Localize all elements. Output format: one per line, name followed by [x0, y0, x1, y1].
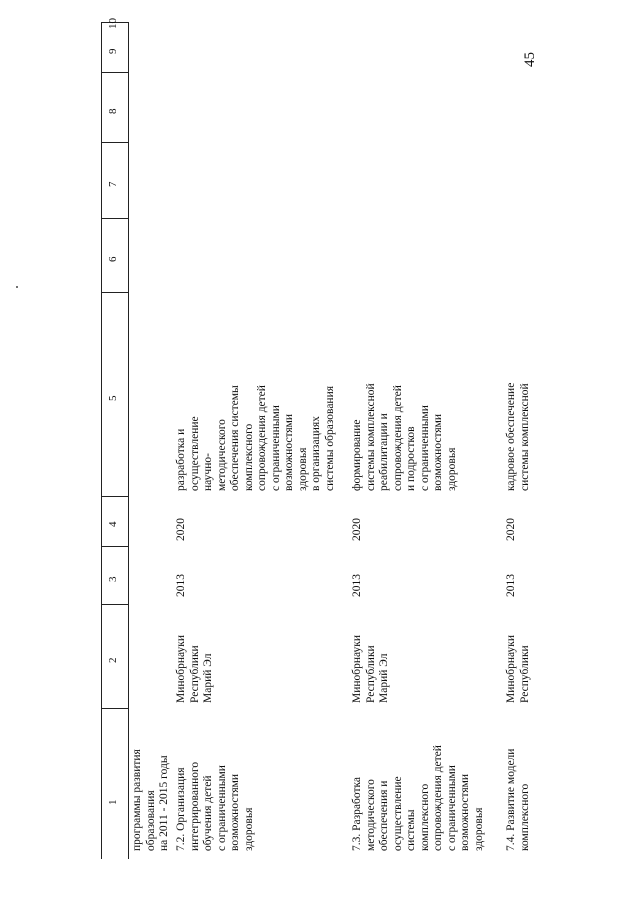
result-line: реабилитации и — [378, 413, 390, 491]
result-line: формирование — [351, 419, 363, 491]
row-0-measure — [131, 723, 172, 851]
measure-line: 7.2. Организация — [175, 767, 187, 851]
result-line: научно- — [202, 453, 214, 491]
executor-line: Республики — [518, 645, 531, 703]
executor-line: Марий Эл — [202, 653, 214, 703]
column-number-3: 3 — [107, 576, 119, 582]
measure-line: системы — [405, 809, 417, 851]
result-line: кадровое обеспечение — [505, 382, 517, 491]
measure-line: возможностями — [459, 773, 471, 851]
executor-line: Минобрнауки — [505, 634, 517, 703]
measure-line: сопровождения детей — [432, 745, 444, 851]
row-1-result — [175, 349, 337, 491]
measure-line: на 2011 - 2015 годы — [158, 755, 170, 851]
column-number-9: 9 — [107, 48, 119, 54]
row-3-executor — [505, 611, 532, 703]
scan-speck — [16, 286, 18, 288]
result-line: возможностями — [432, 413, 444, 491]
column-number-4: 4 — [107, 521, 119, 527]
column-divider — [101, 604, 128, 605]
header-bottom-border — [128, 22, 129, 859]
row-2-measure — [351, 723, 486, 851]
result-line: обеспечения системы — [229, 385, 241, 491]
column-divider — [101, 708, 128, 709]
measure-line: комплексного — [518, 783, 531, 851]
page-number: 45 — [522, 52, 538, 67]
column-divider — [101, 142, 128, 143]
column-number-6: 6 — [107, 256, 119, 262]
row-2-end-year: 2020 — [351, 518, 363, 541]
result-line: и подростков — [405, 426, 417, 491]
measure-line: обучения детей — [202, 775, 214, 851]
measure-line: здоровья — [242, 807, 255, 851]
measure-line: возможностями — [229, 773, 241, 851]
row-3-end-year: 2020 — [505, 518, 517, 541]
column-divider — [101, 546, 128, 547]
result-line: разработка и — [175, 428, 187, 491]
measure-line: с ограниченными — [445, 765, 458, 851]
executor-line: Минобрнауки — [175, 634, 187, 703]
column-number-2: 2 — [107, 657, 119, 663]
measure-line: с ограниченными — [215, 765, 228, 851]
row-2-start-year: 2013 — [351, 574, 363, 597]
measure-line: обеспечения и — [378, 780, 390, 851]
measure-line: образования — [144, 790, 157, 851]
result-line: возможностями — [283, 413, 295, 491]
column-number-8: 8 — [107, 108, 119, 114]
result-line: системы комплексной — [518, 383, 531, 491]
result-line: системы комплексной — [364, 383, 377, 491]
measure-line: программы развития — [131, 749, 143, 851]
result-line: с ограниченными — [269, 405, 282, 491]
result-line: здоровья — [296, 447, 309, 491]
program-table — [101, 18, 542, 859]
column-number-7: 7 — [107, 181, 119, 187]
result-line: комплексного — [242, 423, 255, 491]
executor-line: Республики — [188, 645, 201, 703]
executor-line: Республики — [364, 645, 377, 703]
result-line: сопровождения детей — [391, 385, 404, 491]
row-1-start-year: 2013 — [175, 574, 187, 597]
measure-line: интегрированного — [188, 761, 201, 851]
result-line: методического — [215, 419, 228, 491]
measure-line: методического — [364, 779, 377, 851]
row-1-executor — [175, 611, 216, 703]
measure-line: 7.3. Разработка — [351, 776, 363, 851]
column-divider — [101, 218, 128, 219]
executor-line: Марий Эл — [378, 653, 390, 703]
measure-line: здоровья — [472, 807, 485, 851]
measure-line: комплексного — [418, 783, 431, 851]
row-2-result — [351, 349, 459, 491]
column-divider — [101, 72, 128, 73]
row-3-measure — [505, 723, 532, 851]
measure-line: осуществление — [391, 776, 404, 851]
result-line: осуществление — [188, 416, 201, 491]
row-1-end-year: 2020 — [175, 518, 187, 541]
row-3-start-year: 2013 — [505, 574, 517, 597]
result-line: системы образования — [323, 385, 336, 491]
column-number-1: 1 — [107, 799, 119, 805]
column-divider — [101, 496, 128, 497]
column-number-10: 10 — [107, 18, 119, 29]
result-line: сопровождения детей — [256, 385, 268, 491]
measure-line: 7.4. Развитие модели — [505, 748, 517, 851]
result-line: в организациях — [310, 416, 322, 491]
result-line: здоровья — [445, 447, 458, 491]
result-line: с ограниченными — [418, 405, 431, 491]
column-divider — [101, 292, 128, 293]
row-2-executor — [351, 611, 392, 703]
row-3-result — [505, 349, 532, 491]
column-number-5: 5 — [107, 395, 119, 401]
executor-line: Минобрнауки — [351, 634, 363, 703]
table-top-border — [101, 22, 102, 859]
row-1-measure — [175, 723, 256, 851]
